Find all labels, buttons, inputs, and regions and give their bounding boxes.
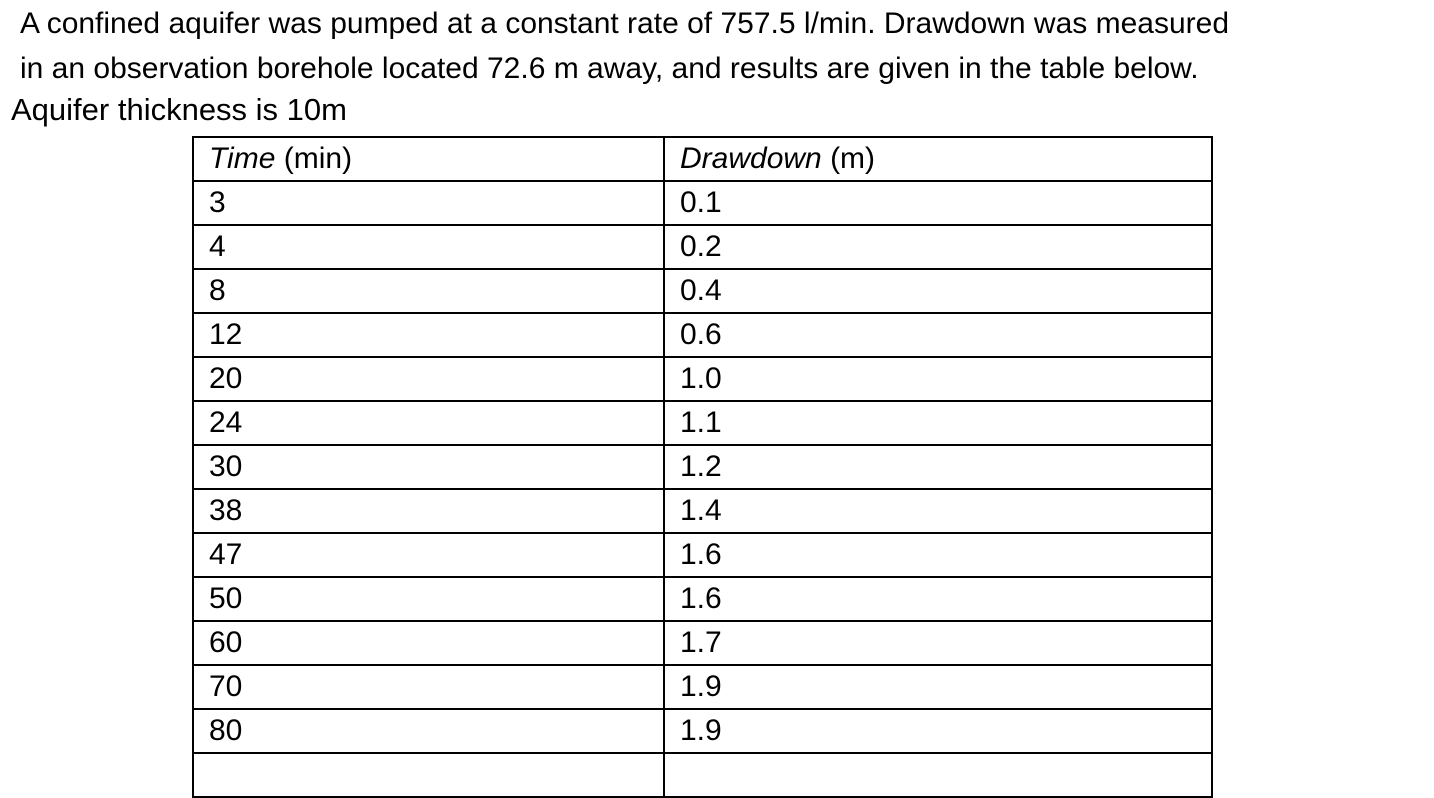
- drawdown-cell: [664, 753, 1212, 797]
- time-header-name: Time: [209, 142, 276, 175]
- time-column-header: [193, 137, 664, 181]
- table-row: [193, 225, 1212, 269]
- drawdown-cell: 0.4: [664, 269, 1212, 313]
- table-row: [193, 181, 1212, 225]
- drawdown-cell: 1.7: [664, 621, 1212, 665]
- problem-text-line-2: in an observation borehole located 72.6 m away, and results are given in the table below.: [20, 52, 1199, 85]
- problem-text-line-3: Aquifer thickness is 10m: [11, 92, 347, 127]
- drawdown-cell: 1.9: [664, 709, 1212, 753]
- time-cell: 60: [193, 621, 664, 665]
- table-row: [193, 533, 1212, 577]
- table-header-row: [193, 137, 1212, 181]
- time-cell: 50: [193, 577, 664, 621]
- drawdown-cell: 1.6: [664, 533, 1212, 577]
- time-cell: 12: [193, 313, 664, 357]
- time-cell: 80: [193, 709, 664, 753]
- time-cell: 70: [193, 665, 664, 709]
- problem-text-line-1: A confined aquifer was pumped at a constant rate of 757.5 l/min. Drawdown was measured: [20, 7, 1230, 40]
- drawdown-cell: 0.1: [664, 181, 1212, 225]
- time-cell: [193, 753, 664, 797]
- drawdown-cell: 1.4: [664, 489, 1212, 533]
- drawdown-column-header: [664, 137, 1212, 181]
- time-cell: 47: [193, 533, 664, 577]
- table-row: [193, 709, 1212, 753]
- drawdown-cell: 1.9: [664, 665, 1212, 709]
- drawdown-cell: 1.0: [664, 357, 1212, 401]
- drawdown-cell: 1.2: [664, 445, 1212, 489]
- table-row: [193, 445, 1212, 489]
- drawdown-data-table: [192, 136, 1213, 798]
- table-row: [193, 313, 1212, 357]
- table-row: [193, 577, 1212, 621]
- drawdown-cell: 1.6: [664, 577, 1212, 621]
- time-cell: 8: [193, 269, 664, 313]
- time-cell: 20: [193, 357, 664, 401]
- table-row: [193, 665, 1212, 709]
- drawdown-header-unit: (m): [821, 142, 876, 175]
- time-header-unit: (min): [275, 142, 353, 175]
- table-row: [193, 489, 1212, 533]
- table-row: [193, 269, 1212, 313]
- table-row: [193, 357, 1212, 401]
- time-cell: 24: [193, 401, 664, 445]
- time-cell: 4: [193, 225, 664, 269]
- drawdown-cell: 0.2: [664, 225, 1212, 269]
- time-cell: 30: [193, 445, 664, 489]
- drawdown-cell: 1.1: [664, 401, 1212, 445]
- time-cell: 3: [193, 181, 664, 225]
- drawdown-cell: 0.6: [664, 313, 1212, 357]
- table-row: [193, 621, 1212, 665]
- table-row: [193, 401, 1212, 445]
- time-cell: 38: [193, 489, 664, 533]
- table-row: [193, 753, 1212, 797]
- drawdown-header-name: Drawdown: [680, 142, 822, 175]
